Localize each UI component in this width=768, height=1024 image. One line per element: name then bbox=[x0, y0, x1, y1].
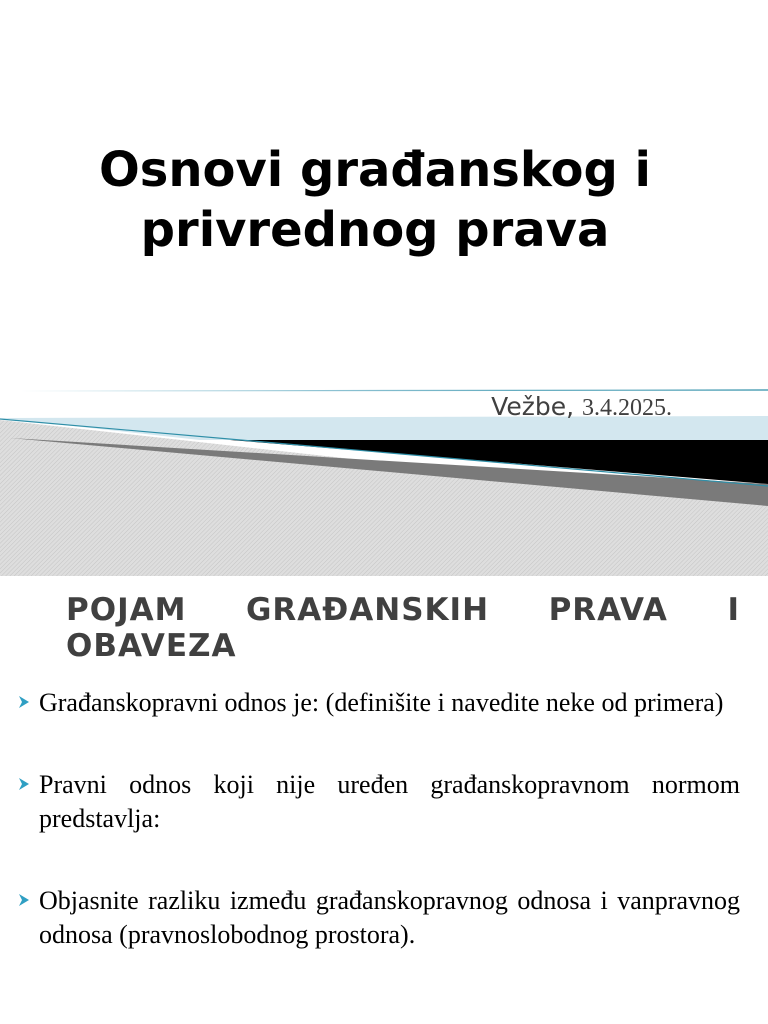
bullet-text-1: Građanskopravni odnos je: (definišite i navedite neke od primera) bbox=[39, 688, 724, 717]
subtitle-date: 3.4.2025. bbox=[582, 395, 672, 421]
slide-subtitle bbox=[491, 390, 672, 425]
chevron-right-icon bbox=[18, 893, 30, 907]
bullet-item-1 bbox=[18, 686, 740, 720]
slide-title bbox=[40, 140, 710, 260]
bullet-list bbox=[18, 686, 740, 1000]
bullet-item-3 bbox=[18, 884, 740, 952]
slide-heading: POJAM GRAĐANSKIH PRAVA I OBAVEZA bbox=[66, 592, 740, 664]
subtitle-label: Vežbe, bbox=[491, 392, 575, 421]
chevron-right-icon bbox=[18, 777, 30, 791]
title-line-1: Osnovi građanskog i bbox=[98, 142, 652, 198]
bullet-text-2: Pravni odnos koji nije uređen građanskopravnom normom predstavlja: bbox=[39, 770, 740, 833]
title-line-2: privrednog prava bbox=[140, 202, 610, 258]
bullet-text-3: Objasnite razliku između građanskopravnog odnosa i vanpravnog odnosa (pravnoslobodnog prostora). bbox=[39, 886, 740, 949]
chevron-right-icon bbox=[18, 695, 30, 709]
bullet-item-2 bbox=[18, 768, 740, 836]
content-slide bbox=[0, 576, 768, 1024]
